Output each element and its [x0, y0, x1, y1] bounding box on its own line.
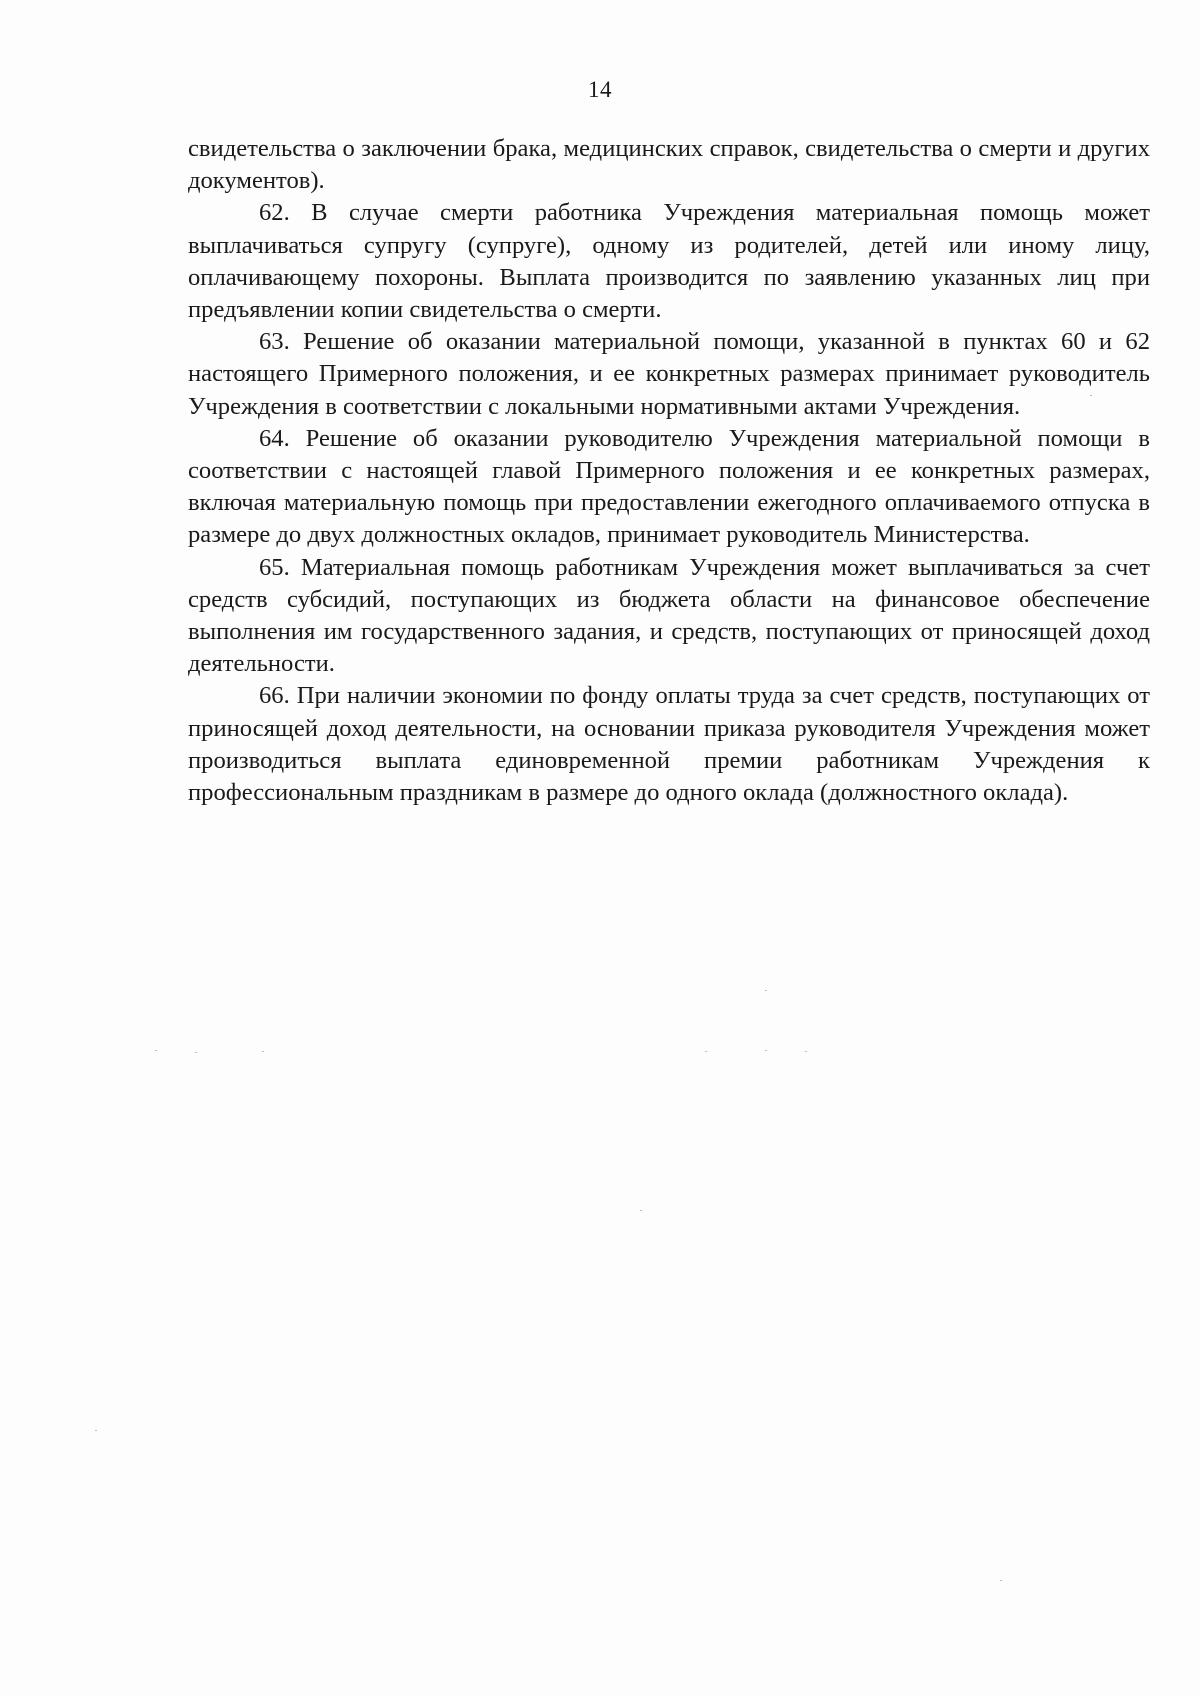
scan-speck: [765, 990, 767, 991]
paragraph-item-66: 66. При наличии экономии по фонду оплаты труда за счет средств, поступающих от приносящей доход деятельности, на основании приказа руководителя Учреждения может производиться выплата единовременной премии работникам Учреждения к профессиональным праздникам в размере до одного оклада (должностного оклада).: [188, 682, 1150, 807]
scan-speck: [95, 1430, 97, 1431]
document-body: [188, 133, 1150, 809]
paragraph-continuation: свидетельства о заключении брака, медицинских справок, свидетельства о смерти и других документов).: [188, 135, 1150, 195]
paragraph-item-62: 62. В случае смерти работника Учреждения материальная помощь может выплачиваться супругу (супруге), одному из родителей, детей или иному лицу, оплачивающему похороны. Выплата производится по заявлению указанных лиц при предъявлении копии свидетельства о смерти.: [188, 199, 1150, 324]
paragraph-item-65: 65. Материальная помощь работникам Учреждения может выплачиваться за счет средств субсидий, поступающих из бюджета области на финансовое обеспечение выполнения им государственного задания, и средств, поступающих от приносящей доход деятельности.: [188, 553, 1150, 678]
scan-speck: [705, 1051, 707, 1052]
scan-speck: [805, 1051, 807, 1052]
scan-speck: [1000, 1580, 1002, 1581]
scan-speck: [262, 1051, 264, 1052]
paragraph-item-64: 64. Решение об оказании руководителю Учреждения материальной помощи в соответствии с настоящей главой Примерного положения и ее конкретных размерах, включая материальную помощь при предоставлении ежегодного оплачиваемого отпуска в размере до двух должностных окладов, принимает руководитель Министерства.: [188, 424, 1150, 549]
scan-speck: [1090, 395, 1092, 396]
scan-speck: [640, 1210, 642, 1211]
scan-speck: [195, 1052, 197, 1053]
paragraph-item-63: 63. Решение об оказании материальной помощи, указанной в пунктах 60 и 62 настоящего Примерного положения, и ее конкретных размерах принимает руководитель Учреждения в соответствии с локальными нормативными актами Учреждения.: [188, 328, 1150, 420]
scan-speck: [155, 1050, 157, 1051]
scan-speck: [765, 1050, 767, 1051]
page-number: 14: [588, 77, 612, 102]
